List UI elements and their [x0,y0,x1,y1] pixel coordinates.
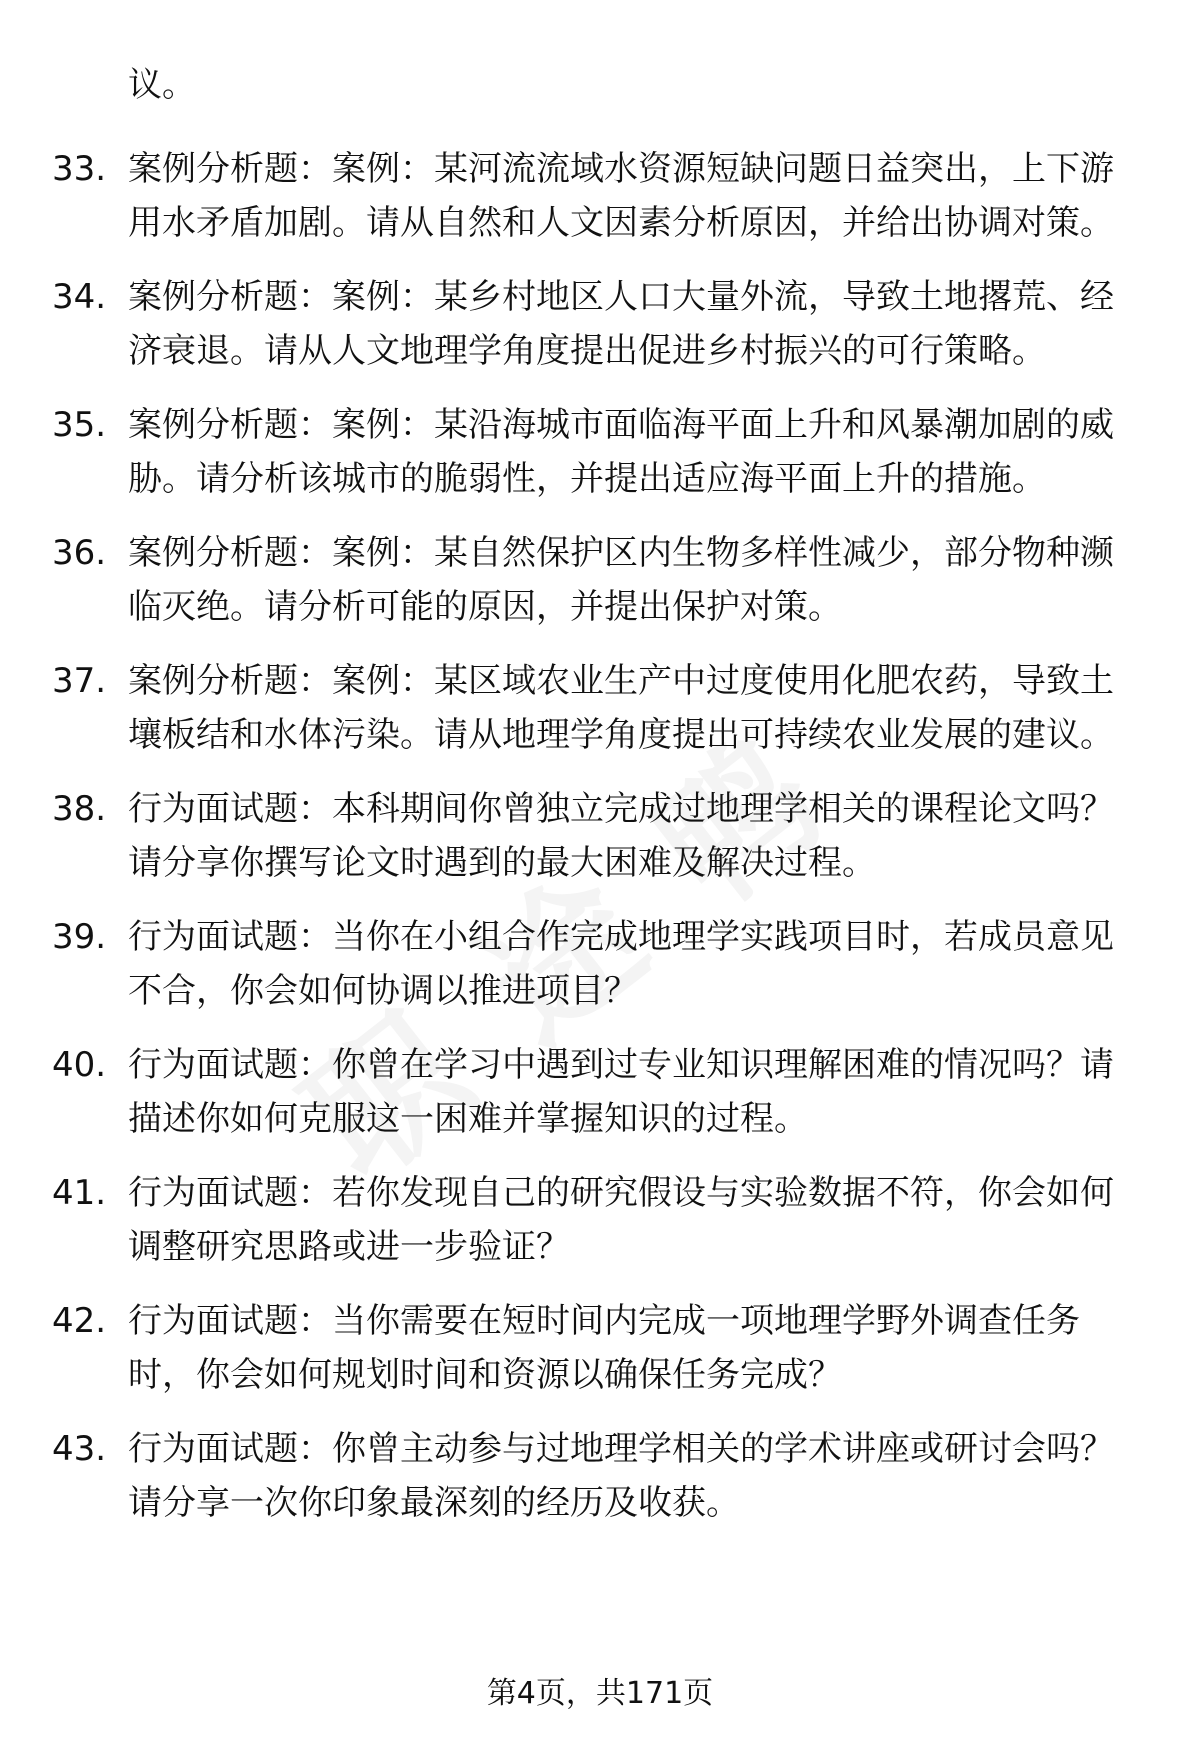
question-number: 35. [52,405,107,445]
question-text: 案例分析题：案例：某沿海城市面临海平面上升和风暴潮加剧的威胁。请分析该城市的脆弱性，并提出适应海平面上升的措施。 [128,405,1114,499]
question-item [0,142,1200,250]
question-text: 案例分析题：案例：某区域农业生产中过度使用化肥农药，导致土壤板结和水体污染。请从地理学角度提出可持续农业发展的建议。 [128,661,1114,755]
question-item [0,654,1200,762]
question-number: 39. [52,917,107,957]
question-text: 行为面试题：若你发现自己的研究假设与实验数据不符，你会如何调整研究思路或进一步验证？ [128,1173,1114,1267]
question-item [0,1166,1200,1274]
question-item [0,526,1200,634]
question-text: 行为面试题：当你在小组合作完成地理学实践项目时，若成员意见不合，你会如何协调以推进项目？ [128,917,1114,1011]
question-text: 行为面试题：你曾在学习中遇到过专业知识理解困难的情况吗？请描述你如何克服这一困难并掌握知识的过程。 [128,1045,1114,1139]
page-footer: 第4页，共171页 [486,1676,714,1711]
question-number: 40. [52,1045,107,1085]
question-number: 41. [52,1173,107,1213]
question-item [0,910,1200,1018]
question-number: 43. [52,1429,107,1469]
question-list [0,142,1200,1550]
question-text: 案例分析题：案例：某河流流域水资源短缺问题日益突出，上下游用水矛盾加剧。请从自然和人文因素分析原因，并给出协调对策。 [128,149,1114,243]
question-item [0,782,1200,890]
question-number: 37. [52,661,107,701]
question-number: 38. [52,789,107,829]
continuation-text: 议。 [128,65,196,105]
question-text: 案例分析题：案例：某自然保护区内生物多样性减少，部分物种濒临灭绝。请分析可能的原因，并提出保护对策。 [128,533,1114,627]
question-number: 33. [52,149,107,189]
question-item [0,270,1200,378]
question-number: 42. [52,1301,107,1341]
question-text: 行为面试题：你曾主动参与过地理学相关的学术讲座或研讨会吗？请分享一次你印象最深刻的经历及收获。 [128,1429,1114,1523]
question-item [0,1294,1200,1402]
question-item [0,398,1200,506]
question-item [0,1422,1200,1530]
question-number: 34. [52,277,107,317]
question-item [0,1038,1200,1146]
question-text: 行为面试题：当你需要在短时间内完成一项地理学野外调查任务时，你会如何规划时间和资源以确保任务完成？ [128,1301,1080,1395]
question-text: 案例分析题：案例：某乡村地区人口大量外流，导致土地撂荒、经济衰退。请从人文地理学角度提出促进乡村振兴的可行策略。 [128,277,1114,371]
question-text: 行为面试题：本科期间你曾独立完成过地理学相关的课程论文吗？请分享你撰写论文时遇到的最大困难及解决过程。 [128,789,1114,883]
question-number: 36. [52,533,107,573]
